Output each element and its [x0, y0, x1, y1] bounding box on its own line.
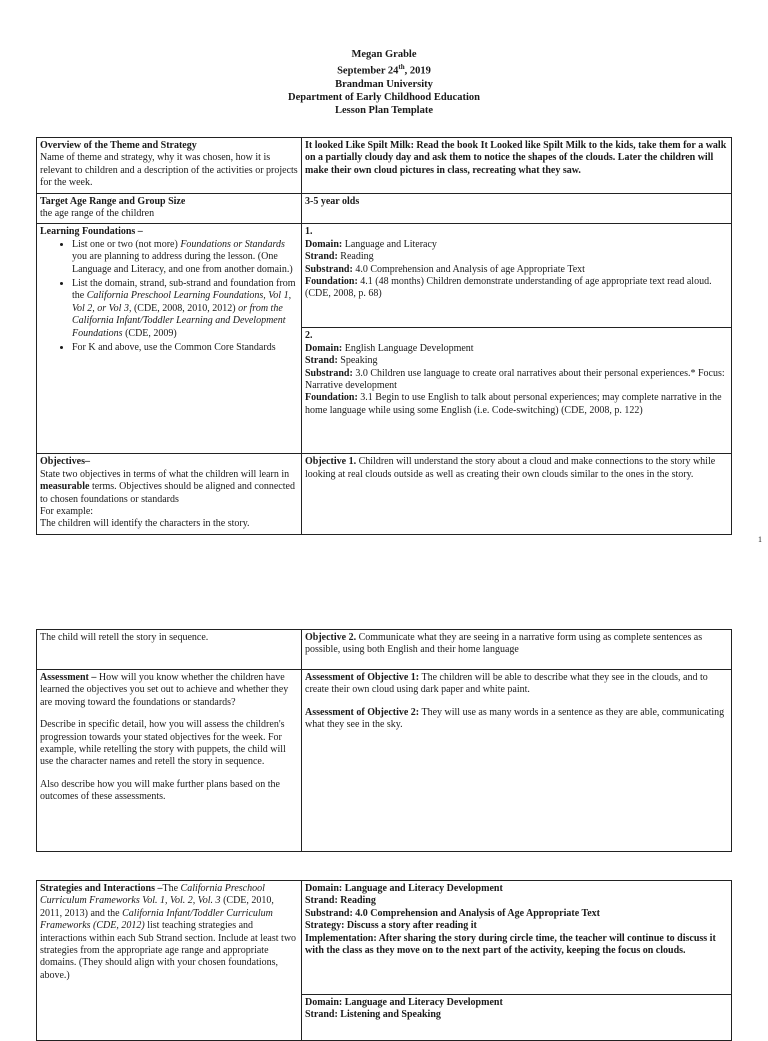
- strategy-1-domain: Domain: Language and Literacy Development: [305, 883, 503, 894]
- overview-description: Name of theme and strategy, why it was chosen, how it is relevant to children and a description of the activities or projects for the week.: [40, 152, 298, 189]
- list-item: • List the domain, strand, sub-strand and foundation from the California Preschool Learning Foundations, Vol 1, Vol 2, or Vol 3, (CDE, 2008, 2010, 2012) or from the California Infant/Toddler Learning and Development Foundations (CDE, 2009): [72, 278, 298, 340]
- retell-example: The child will retell the story in sequence.: [37, 630, 302, 670]
- overview-row: [37, 138, 732, 194]
- assessment-intro: Assessment – How will you know whether the children have learned the objectives you set out to achieve and whether they are moving toward the foundations or standards?: [40, 672, 289, 708]
- foundation-1-cell: [302, 224, 732, 328]
- document-date: September 24th, 2019: [337, 63, 431, 77]
- overview-heading: Overview of the Theme and Strategy: [40, 140, 197, 151]
- assessment-label-cell: [37, 670, 302, 852]
- assessment-row: [37, 670, 732, 852]
- strategy-2-cell: [302, 995, 732, 1041]
- foundation-2-number: 2.: [305, 330, 313, 342]
- foundation-1-foundation: Foundation: 4.1 (48 months) Children demonstrate understanding of age appropriate text read aloud. (CDE, 2008, p. 68): [305, 276, 712, 300]
- target-age-heading: Target Age Range and Group Size: [40, 195, 186, 207]
- objectives-example: The children will identify the characters in the story.: [40, 518, 250, 530]
- foundation-row-1: [37, 224, 732, 328]
- assessment-detail: Describe in specific detail, how you will assess the children's progression towards your stated objectives for the week. For example, while retelling the story with puppets, the child will use the character names and retell the story in sequence.: [40, 719, 286, 768]
- objectives-heading: Objectives–: [40, 456, 90, 468]
- overview-value: It looked Like Spilt Milk: Read the book It Looked like Spilt Milk to the kids, take them for a walk on a partially cloudy day and ask them to notice the shapes of the clouds. Later the children will make their own cloud pictures in class, recreating what they saw.: [302, 138, 732, 194]
- strategy-1-strand: Strand: Reading: [305, 895, 376, 907]
- strategy-1-substrand: Substrand: 4.0 Comprehension and Analysis of Age Appropriate Text: [305, 907, 600, 919]
- list-item: • For K and above, use the Common Core Standards: [72, 342, 298, 354]
- strategy-1-strategy: Strategy: Discuss a story after reading it: [305, 920, 477, 932]
- foundation-2-foundation: Foundation: 3.1 Begin to use English to talk about personal experiences; may complete narrative in the home language while using some English (i.e. Code-switching) (CDE, 2008, p. 122): [305, 392, 722, 416]
- list-item: • List one or two (not more) Foundations or Standards you are planning to address during the lesson. (One Language and Literacy, and one from another domain.): [72, 239, 298, 276]
- foundation-2-domain: Domain: English Language Development: [305, 342, 474, 354]
- foundation-1-substrand: Substrand: 4.0 Comprehension and Analysis of age Appropriate Text: [305, 263, 585, 275]
- author-name: Megan Grable: [351, 49, 417, 60]
- document-header: [0, 48, 768, 117]
- assessment-objective-1: Assessment of Objective 1: The children will be able to describe what they see in the clouds, and to create their own cloud using dark paper and white paint.: [305, 672, 708, 696]
- target-age-description: the age range of the children: [40, 208, 155, 220]
- lesson-plan-table-2: [36, 629, 732, 852]
- target-age-label-cell: [37, 193, 302, 224]
- lesson-plan-table-1: [36, 137, 732, 535]
- foundation-2-cell: [302, 328, 732, 454]
- objective-1-cell: Objective 1. Children will understand the story about a cloud and make connections to the story while looking at real clouds outside as well as creating their own clouds similar to the ones in the story.: [302, 454, 732, 534]
- lesson-plan-table-3: [36, 880, 732, 1041]
- objectives-row: [37, 454, 732, 534]
- strategy-2-domain: Domain: Language and Literacy Development: [305, 997, 503, 1008]
- foundation-1-number: 1.: [305, 226, 313, 238]
- foundations-heading: Learning Foundations –: [40, 226, 143, 238]
- target-age-value: 3-5 year olds: [302, 193, 732, 224]
- document-title: Lesson Plan Template: [334, 104, 434, 116]
- assessment-further-plans: Also describe how you will make further plans based on the outcomes of these assessments.: [40, 778, 280, 803]
- objective-2-cell: Objective 2. Communicate what they are seeing in a narrative form using as complete sentences as possible, using both English and their home language: [302, 630, 732, 670]
- foundation-2-substrand: Substrand: 3.0 Children use language to create oral narratives about their personal experiences.* Focus: Narrative development: [305, 367, 725, 392]
- foundation-1-strand: Strand: Reading: [305, 251, 374, 263]
- page-number: 1: [758, 535, 762, 544]
- university-name: Brandman University: [335, 78, 433, 90]
- foundation-1-domain: Domain: Language and Literacy: [305, 238, 437, 250]
- foundation-2-strand: Strand: Speaking: [305, 355, 378, 367]
- strategy-2-strand: Strand: Listening and Speaking: [305, 1009, 441, 1021]
- strategies-label-cell: Strategies and Interactions –The California Preschool Curriculum Frameworks Vol. 1, Vol. 2, Vol. 3 (CDE, 2010, 2011, 2013) and the California Infant/Toddler Curriculum Frameworks (CDE, 2012) list teaching strategies and interactions within each Sub Strand section. Include at least two strategies from the appropriate age range and appropriate domains. (They should align with your chosen foundations, above.): [37, 881, 302, 1041]
- assessment-value-cell: [302, 670, 732, 852]
- strategy-1-implementation: Implementation: After sharing the story during circle time, the teacher will continue to discuss it with the class as they move on to the next part of the activity, keeping the focus on clouds.: [305, 932, 716, 957]
- objectives-label-cell: [37, 454, 302, 534]
- strategies-row-1: [37, 881, 732, 995]
- strategy-1-cell: [302, 881, 732, 995]
- foundations-list: [40, 239, 298, 355]
- objectives-description: State two objectives in terms of what the children will learn in measurable terms. Objectives should be aligned and connected to chosen foundations or standards: [40, 468, 295, 505]
- objectives-example-label: For example:: [40, 506, 94, 518]
- target-age-row: [37, 193, 732, 224]
- assessment-objective-2: Assessment of Objective 2: They will use as many words in a sentence as they are able, communicating what they see in the sky.: [305, 706, 725, 731]
- overview-label-cell: [37, 138, 302, 194]
- department-name: Department of Early Childhood Education: [288, 91, 480, 103]
- foundations-label-cell: [37, 224, 302, 454]
- objective-2-row: [37, 630, 732, 670]
